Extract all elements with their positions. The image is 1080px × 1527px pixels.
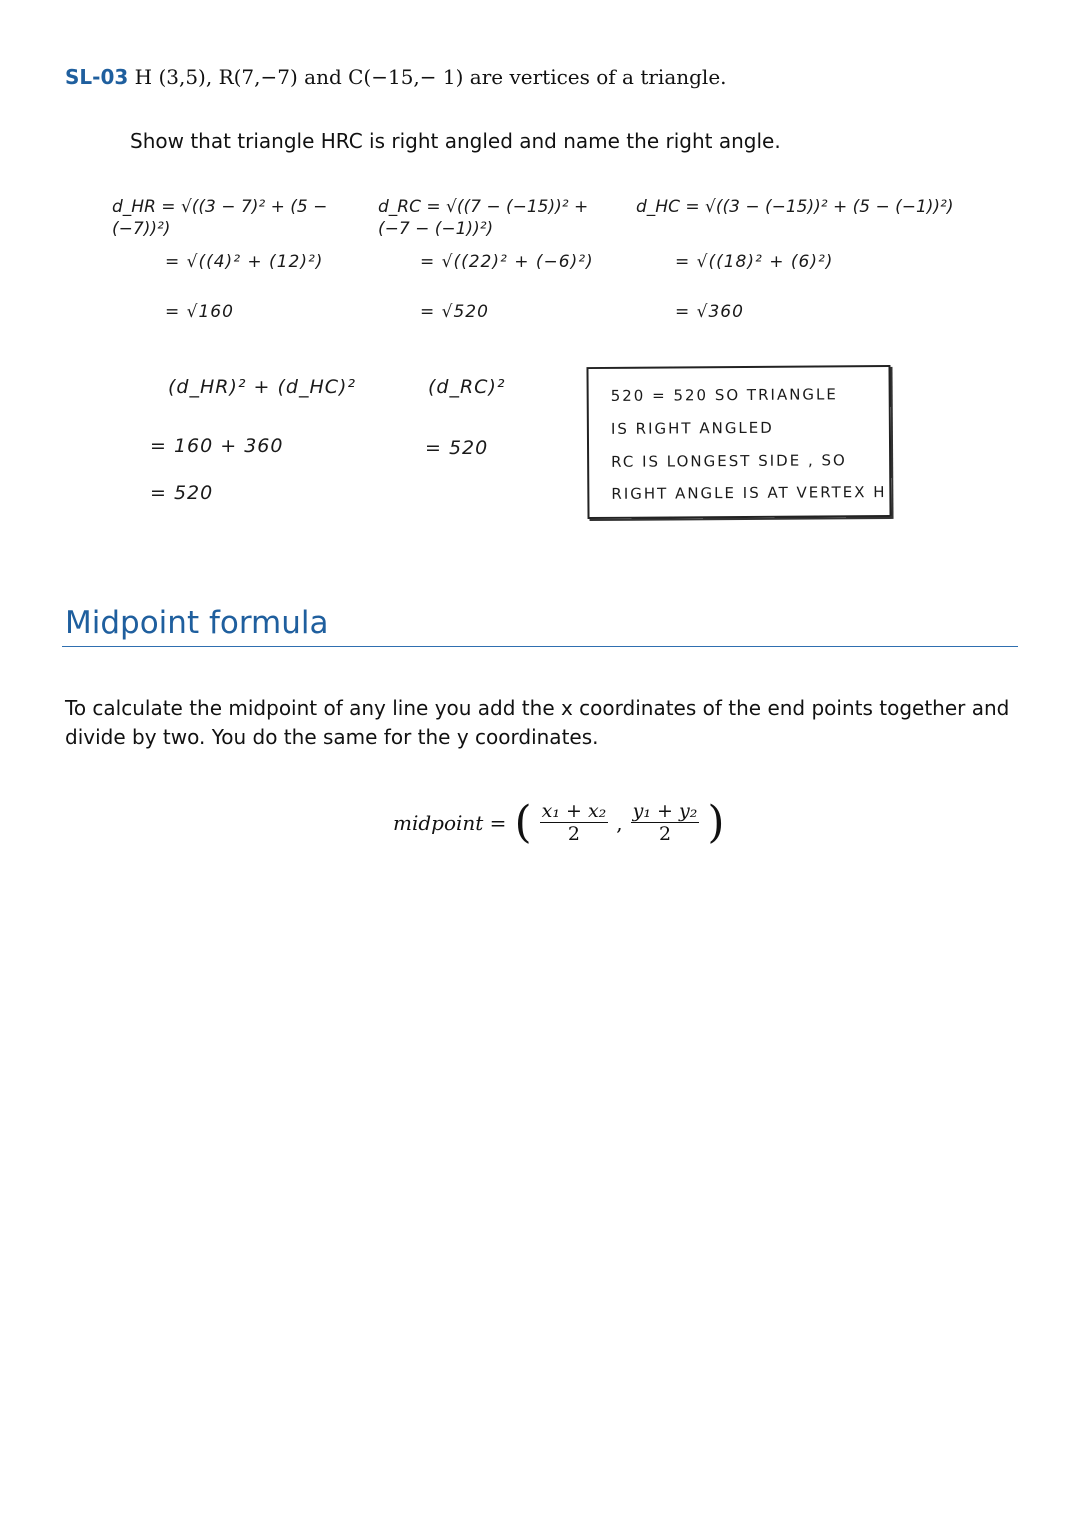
x-denominator: 2: [567, 823, 580, 845]
left-paren: (: [514, 796, 532, 848]
section-heading: Midpoint formula: [65, 605, 329, 641]
question-line: [65, 65, 727, 89]
d-hr-line-1: d_HR = √((3 − 7)² + (5 − (−7))²): [112, 197, 328, 239]
right-paren: ): [707, 796, 725, 848]
formula-comma: ,: [616, 810, 623, 835]
midpoint-formula: [393, 796, 725, 848]
d-hr-line-3: = √160: [165, 302, 234, 322]
section-paragraph: To calculate the midpoint of any line you add the x coordinates of the end points together and divide by two. You do the same for the y coordinates.: [65, 696, 1010, 749]
sum-line-2: = 160 + 360: [150, 435, 284, 457]
heading-divider: [62, 646, 1018, 647]
question-instruction: Show that triangle HRC is right angled and name the right angle.: [130, 129, 781, 153]
y-numerator: y₁ + y₂: [632, 800, 698, 822]
d-rc-line-2: = √((22)² + (−6)²): [420, 252, 594, 272]
conclusion-line: RC IS LONGEST SIDE , SO: [611, 451, 847, 471]
d-rc-line-1: d_RC = √((7 − (−15))² + (−7 − (−1))²): [378, 197, 589, 239]
conclusion-line: IS RIGHT ANGLED: [610, 418, 774, 438]
x-numerator: x₁ + x₂: [541, 800, 607, 822]
d-hc-line-1: d_HC = √((3 − (−15))² + (5 − (−1))²): [636, 197, 954, 217]
formula-label: midpoint =: [393, 810, 507, 835]
sum-line-3: = 520: [150, 482, 214, 504]
d-hr-line-2: = √((4)² + (12)²): [165, 252, 324, 272]
rc-squared-line-1: (d_RC)²: [428, 376, 506, 398]
x-fraction: [540, 800, 609, 845]
d-hc-line-3: = √360: [675, 302, 744, 322]
sum-line-1: (d_HR)² + (d_HC)²: [168, 376, 357, 398]
y-fraction: [631, 800, 700, 845]
d-rc-line-3: = √520: [420, 302, 489, 322]
d-hc-line-2: = √((18)² + (6)²): [675, 252, 834, 272]
conclusion-box: [586, 365, 891, 519]
conclusion-line: RIGHT ANGLE IS AT VERTEX H: [611, 482, 887, 503]
conclusion-line: 520 = 520 SO TRIANGLE: [610, 385, 838, 405]
question-code: SL-03: [65, 65, 129, 89]
y-denominator: 2: [658, 823, 672, 845]
question-statement: H (3,5), R(7,−7) and C(−15,− 1) are vertices of a triangle.: [134, 65, 727, 89]
rc-squared-line-2: = 520: [425, 437, 489, 459]
